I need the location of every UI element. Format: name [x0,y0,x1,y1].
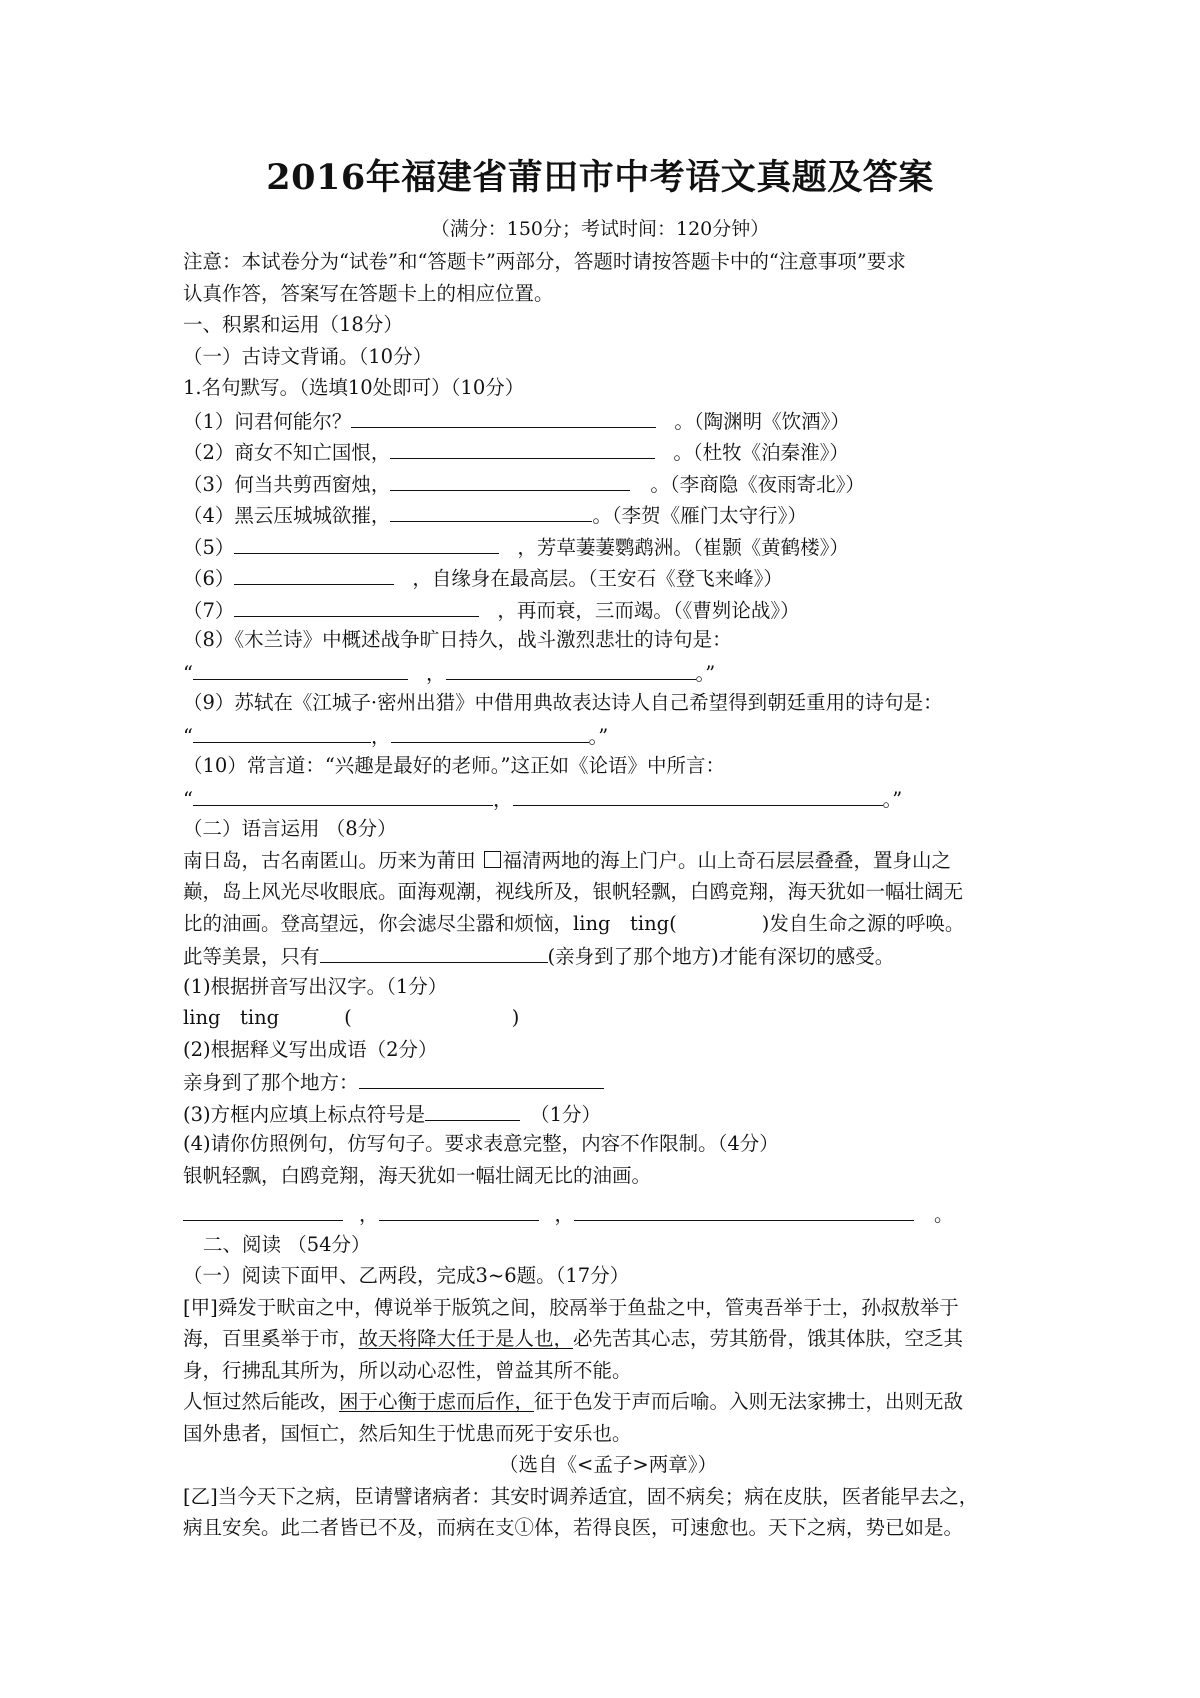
passage-line: [乙]当今天下之病，臣请譬诸病者：其安时调养适宜，固不病矣；病在皮肤，医者能早去之， [183,1484,979,1508]
subsection-heading: （一）阅读下面甲、乙两段，完成3~6题。（17分） [183,1264,630,1287]
passage-line: 病且安矣。此二者皆已不及，而病在支①体，若得良医，可速愈也。天下之病，势已如是。 [183,1516,964,1539]
answer-line: “ ， 。” [183,656,1033,688]
passage-line: [甲]舜发于畎亩之中，傅说举于版筑之间，胶鬲举于鱼盐之中，管夷吾举于士，孙叔敖举于 [183,1295,959,1319]
answer-blank[interactable] [351,404,656,428]
answer-blank[interactable] [234,593,479,617]
item-source: ，再而衰，三而竭。（《曹刿论战》） [497,598,800,622]
item-text: （5） [183,535,235,559]
passage-source: （选自《<孟子>两章》） [499,1453,717,1476]
answer-line: ， ， 。 [183,1197,1033,1229]
item-text: （2）商女不知亡国恨， [183,441,391,464]
answer-blank[interactable] [390,467,630,491]
answer-blank[interactable] [574,1197,914,1221]
question-item: (4)请你仿照例句，仿写句子。要求表意完整，内容不作限制。（4分） [183,1132,779,1155]
item-source: ，自缘身在最高层。（王安石《登飞来峰》） [412,567,783,590]
answer-blank[interactable] [193,782,493,806]
answer-blank[interactable] [234,530,499,554]
passage-line: 此等美景，只有 (亲身到了那个地方)才能有深切的感受。 [183,939,1033,971]
section-heading: 二、阅读 （54分） [203,1232,371,1256]
question-item: （9）苏轼在《江城子·密州出猎》中借用典故表达诗人自己希望得到朝廷重用的诗句是： [183,691,943,714]
underlined-sentence: 困于心衡于虑而后作， [339,1390,535,1413]
answer-blank[interactable] [390,498,592,522]
subsection-heading: （一）古诗文背诵。（10分） [183,344,433,368]
question-item [183,593,1033,625]
question-item: (1)根据拼音写出汉字。（1分） [183,974,448,998]
answer-blank[interactable] [390,435,655,459]
passage-line: 人恒过然后能改，困于心衡于虑而后作，征于色发于声而后喻。入则无法家拂士，出则无敌 [183,1390,964,1413]
exam-body [183,246,1033,1544]
item-source: ，芳草萋萋鹦鹉洲。（崔颢《黄鹤楼》） [517,535,849,559]
item-source: 。（杜牧《泊秦淮》） [673,441,849,464]
passage-line: 海，百里奚举于市，故天将降大任于是人也，必先苦其心志，劳其筋骨，饿其体肤，空乏其 [183,1327,964,1350]
item-text: （7） [183,598,235,622]
question-item: （10）常言道：“兴趣是最好的老师。”这正如《论语》中所言： [183,754,726,777]
answer-blank[interactable] [391,719,589,743]
answer-blank[interactable] [446,656,696,680]
question-item [183,530,1033,562]
answer-blank[interactable] [513,782,883,806]
answer-line: “ ， 。” [183,782,1033,814]
item-source: 。（陶渊明《饮酒》） [674,409,850,433]
passage-line: 身，行拂乱其所为，所以动心忍性，曾益其所不能。 [183,1358,632,1382]
punctuation-box[interactable] [484,851,501,868]
item-text: （4）黑云压城城欲摧， [183,504,391,527]
answer-blank[interactable] [183,1197,343,1221]
subsection-heading: （二）语言运用 （8分） [183,817,397,840]
notice-line: 认真作答，答案写在答题卡上的相应位置。 [183,281,554,305]
passage-line: 比的油画。登高望远，你会滤尽尘嚣和烦恼，ling ting( )发自生命之源的呼唤。 [183,911,965,935]
question-item: (2)根据释义写出成语（2分） [183,1037,438,1061]
answer-line: “ ， 。” [183,719,1033,751]
section-heading: 一、积累和运用（18分） [183,313,403,336]
exam-info: （满分：150分；考试时间：120分钟） [430,218,770,240]
passage-line: 巅，岛上风光尽收眼底。面海观潮，视线所及，银帆轻飘，白鸥竞翔，海天犹如一幅壮阔无 [183,880,964,903]
answer-blank[interactable] [193,719,371,743]
underlined-sentence: 故天将降大任于是人也， [358,1327,574,1350]
question-item [183,435,1033,467]
item-source: 。（李贺《雁门太守行》） [592,504,807,527]
example-sentence: 银帆轻飘，白鸥竞翔，海天犹如一幅壮阔无比的油画。 [183,1163,652,1187]
notice-line: 注意：本试卷分为“试卷”和“答题卡”两部分，答题时请按答题卡中的“注意事项”要求 [183,250,906,273]
question-item: （8）《木兰诗》中概述战争旷日持久，战斗激烈悲壮的诗句是： [183,628,732,651]
question-item [183,467,1033,499]
answer-blank[interactable] [359,1065,604,1089]
page-title: 2016年福建省莆田市中考语文真题及答案 [266,157,934,198]
question-1: 1.名句默写。（选填10处即可）（10分） [183,376,525,399]
answer-blank[interactable] [193,656,408,680]
question-item: (3)方框内应填上标点符号是 （1分） [183,1097,1033,1129]
item-text: （3）何当共剪西窗烛， [183,472,391,496]
question-item [183,498,1033,530]
answer-line: 亲身到了那个地方： [183,1065,1033,1097]
passage-line: 南日岛，古名南匿山。历来为莆田 福清两地的海上门户。山上奇石层层叠叠，置身山之 [183,848,952,872]
item-source: 。（李商隐《夜雨寄北》） [650,472,865,496]
question-item [183,404,1033,436]
answer-blank[interactable] [425,1097,520,1121]
item-text: （1）问君何能尔？ [183,409,352,433]
answer-blank[interactable] [234,561,394,585]
item-text: （6） [183,567,235,590]
answer-blank[interactable] [320,939,548,963]
passage-line: 国外患者，国恒亡，然后知生于忧患而死于安乐也。 [183,1421,632,1445]
answer-line: ling ting ( ) [183,1006,520,1029]
question-item [183,561,1033,593]
answer-blank[interactable] [379,1197,539,1221]
